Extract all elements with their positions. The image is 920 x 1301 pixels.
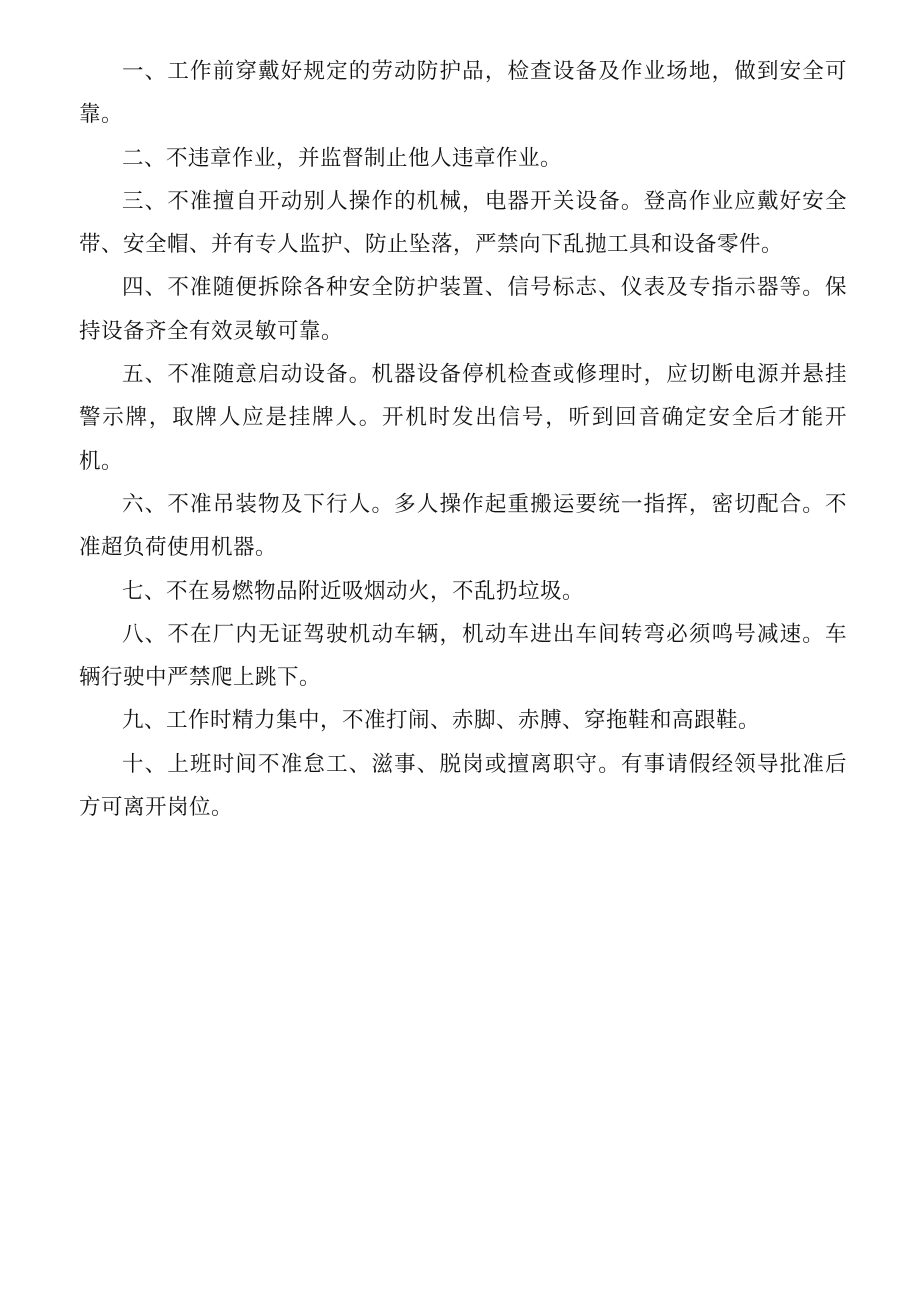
rule-paragraph-7: 七、不在易燃物品附近吸烟动火，不乱扔垃圾。 — [122, 578, 585, 604]
rule-paragraph-8: 八、不在厂内无证驾驶机动车辆，机动车进出车间转弯必须鸣号减速。车辆行驶中严禁爬上跳下。 — [79, 621, 847, 691]
document-body — [79, 50, 847, 829]
rule-paragraph-10: 十、上班时间不准怠工、滋事、脱岗或擅离职守。有事请假经领导批准后方可离开岗位。 — [79, 751, 847, 821]
rule-paragraph-3: 三、不准擅自开动别人操作的机械，电器开关设备。登高作业应戴好安全带、安全帽、并有专人监护、防止坠落，严禁向下乱抛工具和设备零件。 — [79, 188, 847, 258]
rule-paragraph-1: 一、工作前穿戴好规定的劳动防护品，检查设备及作业场地，做到安全可靠。 — [79, 59, 847, 128]
rule-paragraph-2: 二、不违章作业，并监督制止他人违章作业。 — [122, 145, 563, 171]
rule-paragraph-9: 九、工作时精力集中，不准打闹、赤脚、赤膊、穿拖鞋和高跟鞋。 — [122, 708, 761, 734]
rule-paragraph-6: 六、不准吊装物及下行人。多人操作起重搬运要统一指挥，密切配合。不准超负荷使用机器。 — [79, 491, 847, 561]
rule-paragraph-5: 五、不准随意启动设备。机器设备停机检查或修理时，应切断电源并悬挂警示牌，取牌人应是挂牌人。开机时发出信号，听到回音确定安全后才能开机。 — [79, 362, 847, 474]
rule-paragraph-4: 四、不准随便拆除各种安全防护装置、信号标志、仪表及专指示器等。保持设备齐全有效灵敏可靠。 — [79, 275, 847, 344]
